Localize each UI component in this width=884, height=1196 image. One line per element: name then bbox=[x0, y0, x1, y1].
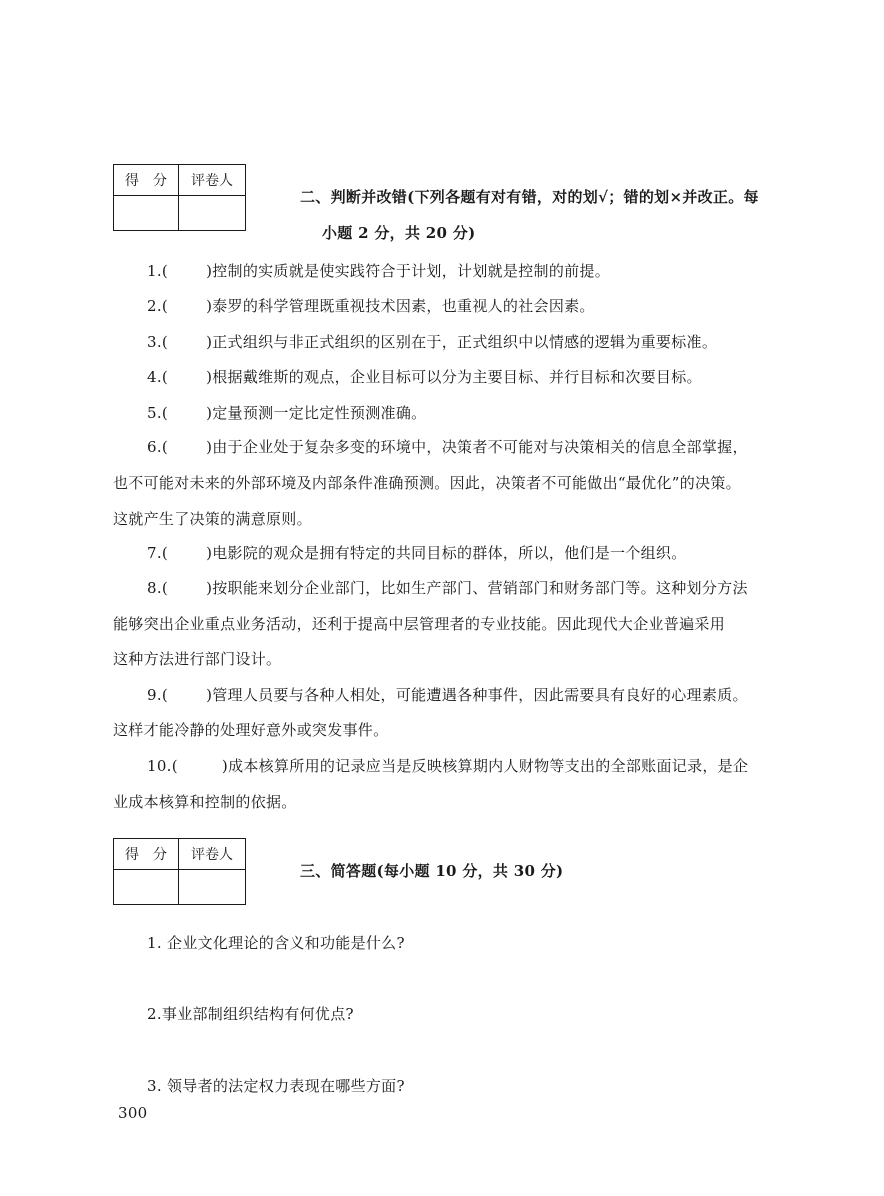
list-item: 2.( )泰罗的科学管理既重视技术因素，也重视人的社会因素。 bbox=[147, 297, 595, 315]
question-item: 1. 企业文化理论的含义和功能是什么? bbox=[147, 934, 405, 952]
item-number: 6.( bbox=[147, 438, 169, 456]
item-text: 按职能来划分企业部门，比如生产部门、营销部门和财务部门等。这种划分方法 bbox=[212, 579, 748, 597]
list-item: 10.( )成本核算所用的记录应当是反映核算期内人财物等支出的全部账面记录，是企 bbox=[147, 757, 749, 775]
item-text-continued: 这种方法进行部门设计。 bbox=[113, 650, 282, 668]
list-item: 1.( )控制的实质就是使实践符合于计划，计划就是控制的前提。 bbox=[147, 262, 611, 280]
item-number: 10.( bbox=[147, 757, 178, 775]
list-item: 3.( )正式组织与非正式组织的区别在于，正式组织中以情感的逻辑为重要标准。 bbox=[147, 333, 718, 351]
item-text: 泰罗的科学管理既重视技术因素，也重视人的社会因素。 bbox=[212, 297, 595, 315]
grader-cell[interactable] bbox=[179, 196, 246, 231]
grader-header: 评卷人 bbox=[179, 165, 246, 196]
grader-header: 评卷人 bbox=[179, 839, 246, 870]
item-number: 8.( bbox=[147, 579, 169, 597]
item-number: 2.( bbox=[147, 297, 169, 315]
item-text: 根据戴维斯的观点，企业目标可以分为主要目标、并行目标和次要目标。 bbox=[212, 368, 702, 386]
item-text-continued: 业成本核算和控制的依据。 bbox=[113, 793, 297, 811]
list-item: 6.( )由于企业处于复杂多变的环境中，决策者不可能对与决策相关的信息全部掌握， bbox=[147, 438, 748, 456]
question-item: 3. 领导者的法定权力表现在哪些方面? bbox=[147, 1077, 405, 1095]
list-item: 5.( )定量预测一定比定性预测准确。 bbox=[147, 404, 427, 422]
score-cell[interactable] bbox=[114, 196, 179, 231]
list-item: 7.( )电影院的观众是拥有特定的共同目标的群体，所以，他们是一个组织。 bbox=[147, 544, 687, 562]
item-number: 5.( bbox=[147, 404, 169, 422]
item-number: 9.( bbox=[147, 686, 169, 704]
item-text: 控制的实质就是使实践符合于计划，计划就是控制的前提。 bbox=[212, 262, 611, 280]
section2-heading-line1: 二、判断并改错(下列各题有对有错，对的划√；错的划×并改正。每 bbox=[300, 188, 759, 206]
item-text-continued: 能够突出企业重点业务活动，还利于提高中层管理者的专业技能。因此现代大企业普遍采用 bbox=[113, 615, 726, 633]
list-item: 4.( )根据戴维斯的观点，企业目标可以分为主要目标、并行目标和次要目标。 bbox=[147, 368, 702, 386]
item-text: 定量预测一定比定性预测准确。 bbox=[212, 404, 427, 422]
item-number: 3.( bbox=[147, 333, 169, 351]
section3-heading: 三、简答题(每小题 10 分，共 30 分) bbox=[300, 862, 564, 880]
question-item: 2.事业部制组织结构有何优点? bbox=[147, 1005, 354, 1023]
item-text: 成本核算所用的记录应当是反映核算期内人财物等支出的全部账面记录，是企 bbox=[228, 757, 749, 775]
page-number: 300 bbox=[118, 1104, 148, 1122]
item-text-continued: 也不可能对未来的外部环境及内部条件准确预测。因此，决策者不可能做出“最优化”的决策。 bbox=[113, 474, 741, 492]
item-number: 1.( bbox=[147, 262, 169, 280]
list-item: 8.( )按职能来划分企业部门，比如生产部门、营销部门和财务部门等。这种划分方法 bbox=[147, 579, 748, 597]
item-number: 4.( bbox=[147, 368, 169, 386]
score-header: 得 分 bbox=[114, 165, 179, 196]
grader-cell[interactable] bbox=[179, 870, 246, 905]
section2-heading-line2: 小题 2 分，共 20 分) bbox=[322, 224, 476, 242]
item-text: 管理人员要与各种人相处，可能遭遇各种事件，因此需要具有良好的心理素质。 bbox=[212, 686, 748, 704]
score-header: 得 分 bbox=[114, 839, 179, 870]
item-text: 电影院的观众是拥有特定的共同目标的群体，所以，他们是一个组织。 bbox=[212, 544, 687, 562]
item-text: 由于企业处于复杂多变的环境中，决策者不可能对与决策相关的信息全部掌握， bbox=[212, 438, 748, 456]
item-number: 7.( bbox=[147, 544, 169, 562]
item-text-continued: 这就产生了决策的满意原则。 bbox=[113, 510, 312, 528]
score-cell[interactable] bbox=[114, 870, 179, 905]
item-text: 正式组织与非正式组织的区别在于，正式组织中以情感的逻辑为重要标准。 bbox=[212, 333, 718, 351]
item-text-continued: 这样才能冷静的处理好意外或突发事件。 bbox=[113, 721, 389, 739]
list-item: 9.( )管理人员要与各种人相处，可能遭遇各种事件，因此需要具有良好的心理素质。 bbox=[147, 686, 748, 704]
score-table-section3 bbox=[113, 838, 246, 905]
score-table-section2 bbox=[113, 164, 246, 231]
